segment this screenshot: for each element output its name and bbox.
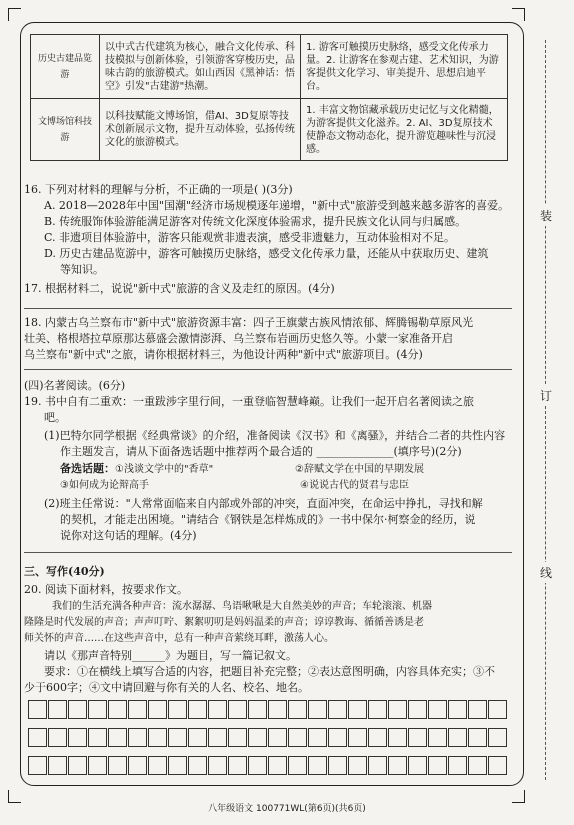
section-4-heading: (四)名著阅读。(6分) xyxy=(24,379,126,392)
topics-label: 备选话题： xyxy=(60,462,115,475)
q20-title-prompt: 请以《那声音特别______》为题目，写一篇记叙文。 xyxy=(44,649,297,662)
q19-part1-line2: 作主题发言，请从下面备选话题中推荐两个最合适的 ______________(填序号)(2分) xyxy=(60,445,462,458)
q18-line2: 壮美、格根塔拉草原那达慕盛会激情澎湃、乌兰察布岩画历史悠久等。小蒙一家准备开启 xyxy=(24,332,453,345)
writing-grid-row[interactable] xyxy=(28,700,508,719)
q16-option-d-cont: 等知识。 xyxy=(60,263,104,276)
q20-requirement-line2: 少于600字；④文中请回避与你有关的人名、校名、地名。 xyxy=(24,681,309,694)
binding-label-zhuang: 装 xyxy=(540,205,552,226)
q20-stem: 20. 阅读下面材料，按要求作文。 xyxy=(24,583,188,596)
q16-option-b: B. 传统服饰体验游能满足游客对传统文化深度体验需求，提升民族文化认同与归属感。 xyxy=(44,215,467,228)
q19-part1-line1: (1)巴特尔同学根据《经典常谈》的介绍，准备阅读《汉书》和《离骚》，并结合二者的共性内容 xyxy=(44,429,506,442)
writing-grid-row[interactable] xyxy=(28,756,508,775)
table-cell-value: 1. 游客可触摸历史脉络，感受文化传承力量。2. 让游客在参观古建、艺术知识，为游客提供文化学习、审美提升、思想启迪平台。 xyxy=(301,35,508,99)
q20-requirement-line1: 要求：①在横线上填写合适的内容，把题目补充完整；②表达意图明确，内容具体充实；③不 xyxy=(44,665,495,678)
q19-part2-line2: 的契机，才能走出困境。"请结合《钢铁是怎样炼成的》一书中保尔·柯察金的经历，说 xyxy=(60,513,476,526)
binding-label-xian: 线 xyxy=(540,562,552,583)
q18-line1: 18. 内蒙古乌兰察布市"新中式"旅游资源丰富：四子王旗蒙古族风情浓郁、辉腾锡勒草原风光 xyxy=(24,316,474,329)
page-footer: 八年级语文 100771WL(第6页)(共6页) xyxy=(208,804,366,814)
q19-topics-row2 xyxy=(24,477,548,493)
binding-dashed-line xyxy=(545,40,546,780)
q19-part2-line1: (2)班主任常说："人常常面临来自内部或外部的冲突，直面冲突，在命运中挣扎，寻找和解 xyxy=(44,497,483,510)
q19-topics-row1 xyxy=(24,461,548,477)
corner-mark-top-left xyxy=(8,8,21,21)
table-row xyxy=(31,35,508,99)
table-row xyxy=(31,99,508,161)
table-cell-name: 历史古建品览游 xyxy=(31,35,100,99)
section-3-heading: 三、写作(40分) xyxy=(24,565,105,578)
topic-2: ②辞赋文学在中国的早期发展 xyxy=(295,464,424,475)
q16-stem: 16. 下列对材料的理解与分析，不正确的一项是( )(3分) xyxy=(24,183,293,196)
q19-part2-line3: 说你对这句话的理解。(4分) xyxy=(60,529,197,542)
writing-grid-row[interactable] xyxy=(28,728,508,747)
q18-line3: 乌兰察布"新中式"之旅，请你根据材料三，为他设计两种"新中式"旅游项目。(4分) xyxy=(24,348,423,361)
q20-material-line1: 我们的生活充满各种声音：流水潺潺、鸟语啾啾是大自然美妙的声音；车轮滚滚、机器 xyxy=(52,601,432,612)
q17-stem: 17. 根据材料二，说说"新中式"旅游的含义及走红的原因。(4分) xyxy=(24,282,335,295)
table-cell-name: 文博场馆科技游 xyxy=(31,99,100,161)
q16-option-c: C. 非遗项目体验游中，游客只能观赏非遗表演，感受非遗魅力，互动体验相对不足。 xyxy=(44,231,456,244)
table-cell-value: 1. 丰富文物馆藏承载历史记忆与文化精髓，为游客提供文化滋养。2. AI、3D复原技术使静态文物动态化，提升游览趣味性与沉浸感。 xyxy=(301,99,508,161)
answer-line xyxy=(24,369,512,370)
binding-label-ding: 订 xyxy=(540,385,552,406)
q19-intro-line1: 19. 书中自有二重欢：一重跋涉字里行间，一重登临智慧峰巅。让我们一起开启名著阅读之旅 xyxy=(24,395,474,408)
table-cell-features: 以中式古代建筑为核心，融合文化传承、科技模拟与创新体验，引领游客穿梭历史，品味古韵的旅游模式。如山西因《黑神话：悟空》引发"古建游"热潮。 xyxy=(100,35,301,99)
topic-1: ①浅谈文学中的"香草" xyxy=(115,464,214,475)
material-table xyxy=(30,34,508,161)
q20-material-line3: 师关怀的声音……在这些声音中，总有一种声音萦绕耳畔，激荡人心。 xyxy=(24,633,334,644)
topic-3: ③如何成为论辩高手 xyxy=(60,480,149,491)
topic-4: ④说说古代的贤君与忠臣 xyxy=(300,480,409,491)
corner-mark-top-right xyxy=(512,8,525,21)
answer-line xyxy=(24,308,512,309)
table-cell-features: 以科技赋能文博场馆，借AI、3D复原等技术创新展示文物，提升互动体验，弘扬传统文化的旅游模式。 xyxy=(100,99,301,161)
q20-material-line2: 隆隆是时代发展的声音；声声叮咛、絮絮叨叨是妈妈温柔的声音；谆谆教诲、循循善诱是老 xyxy=(24,617,424,628)
q16-option-d: D. 历史古建品览游中，游客可触摸历史脉络，感受文化传承力量，还能从中获取历史、建筑 xyxy=(44,247,489,260)
answer-line xyxy=(24,552,512,553)
q16-option-a: A. 2018—2028年中国"国潮"经济市场规模逐年递增，"新中式"旅游受到越来越多游客的喜爱。 xyxy=(44,199,510,212)
q19-intro-line2: 吧。 xyxy=(44,411,66,424)
